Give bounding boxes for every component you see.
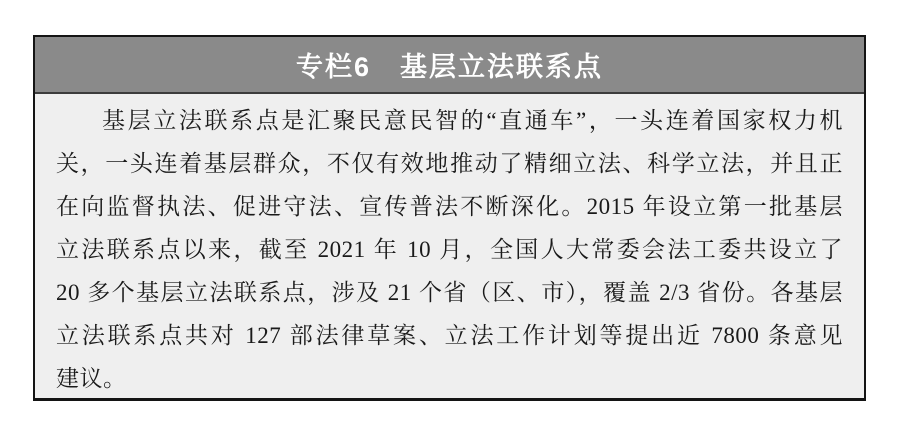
paragraph-line: 立法联系点共对 127 部法律草案、立法工作计划等提出近 7800 条意见 <box>56 323 843 348</box>
paragraph-line: 基层立法联系点是汇聚民意民智的“直通车”，一头连着国家权力机 <box>102 108 843 133</box>
column-title: 专栏6 基层立法联系点 <box>295 52 604 82</box>
paragraph-line: 关，一头连着基层群众，不仅有效地推动了精细立法、科学立法，并且正 <box>56 151 843 176</box>
paragraph-line: 立法联系点以来，截至 2021 年 10 月，全国人大常委会法工委共设立了 <box>56 237 843 262</box>
column-header <box>35 37 864 94</box>
paragraph-line: 20 多个基层立法联系点，涉及 21 个省（区、市），覆盖 2/3 省份。各基层 <box>56 280 843 305</box>
column-box <box>33 35 866 401</box>
column-body <box>35 94 864 400</box>
paragraph-line: 在向监督执法、促进守法、宣传普法不断深化。2015 年设立第一批基层 <box>56 194 843 219</box>
paragraph-line: 建议。 <box>56 366 127 391</box>
